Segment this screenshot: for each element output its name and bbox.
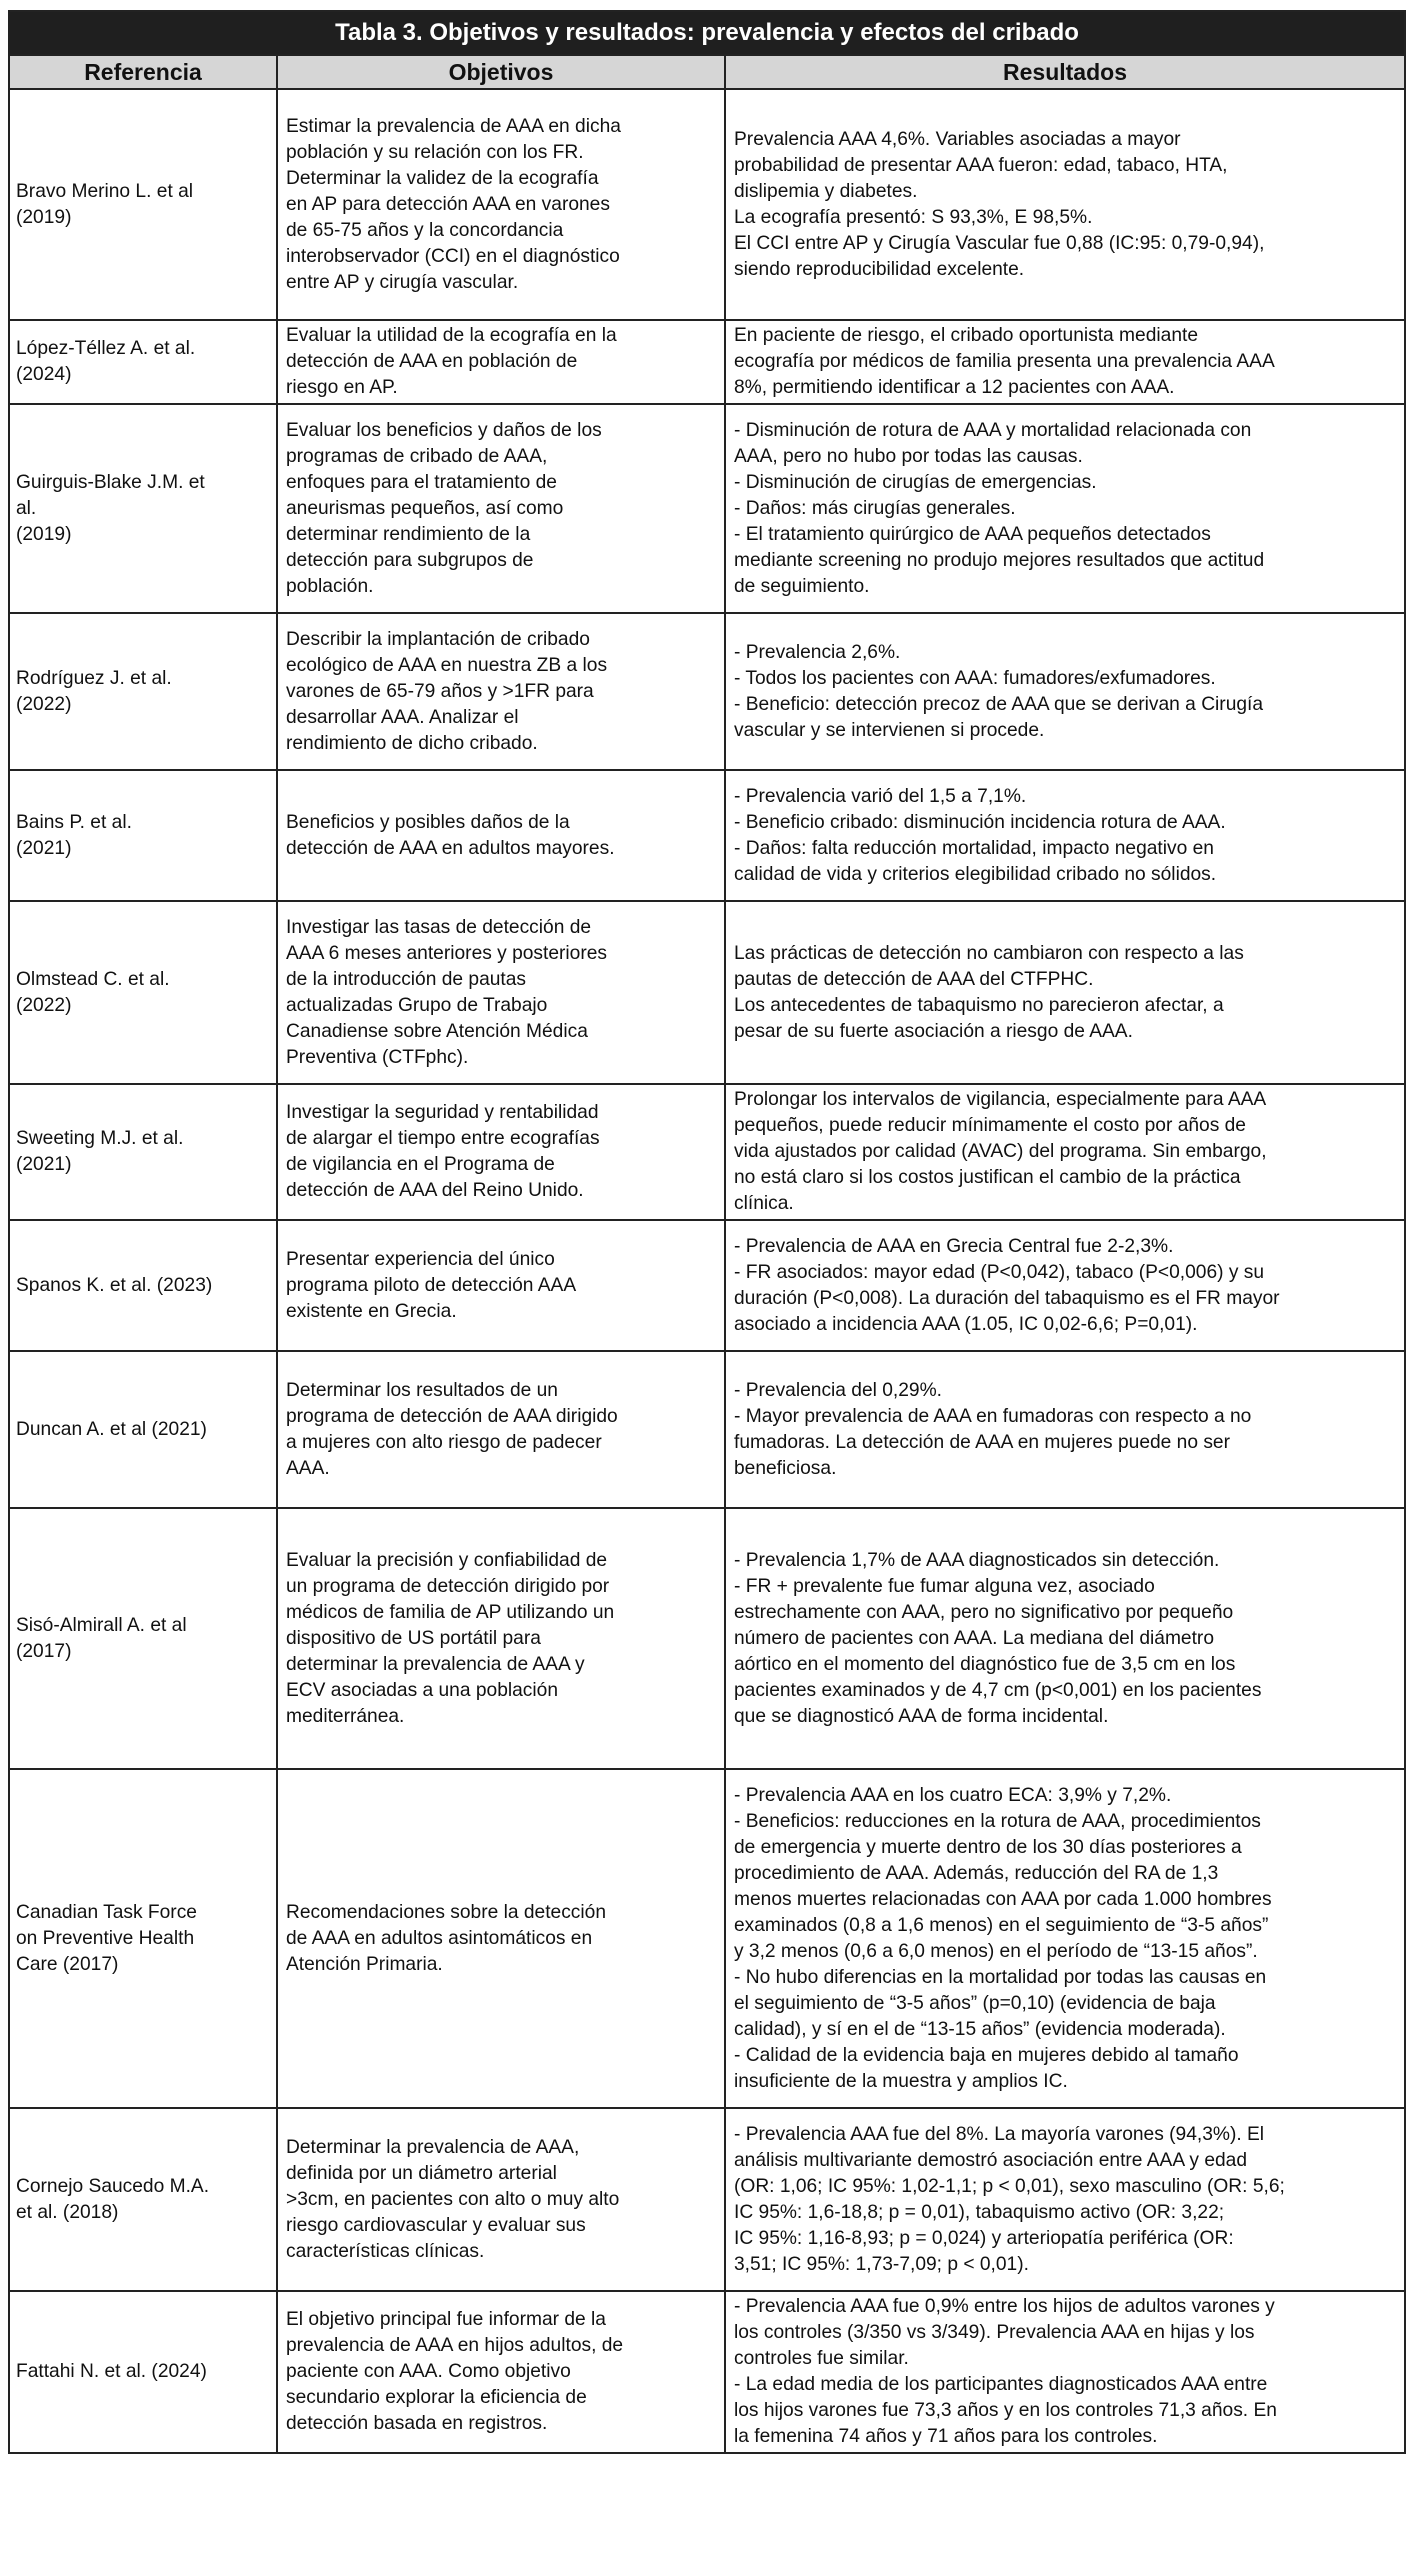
obj-line: población. <box>286 575 374 597</box>
res-line: 3,51; IC 95%: 1,73-7,09; p < 0,01). <box>734 2253 1029 2275</box>
ref-line: (2021) <box>16 837 72 859</box>
obj-line: existente en Grecia. <box>286 1300 457 1322</box>
table-row <box>9 901 1405 1084</box>
obj-line: Investigar la seguridad y rentabilidad <box>286 1102 599 1123</box>
ref-line: Fattahi N. et al. (2024) <box>16 2361 207 2382</box>
obj-line: AAA. <box>286 1457 330 1479</box>
obj-line: Beneficios y posibles daños de la <box>286 811 570 833</box>
res-line: que se diagnosticó AAA de forma incidental. <box>734 1705 1109 1727</box>
obj-line: detección de AAA en adultos mayores. <box>286 837 615 859</box>
res-line: - Prevalencia 2,6%. <box>734 641 901 663</box>
ref-line: et al. (2018) <box>16 2201 119 2223</box>
res-line: vida ajustados por calidad (AVAC) del programa. Sin embargo, <box>734 1141 1267 1162</box>
res-line: estrechamente con AAA, pero no significativo por pequeño <box>734 1601 1234 1623</box>
res-line: de emergencia y muerte dentro de los 30 días posteriores a <box>734 1836 1242 1858</box>
res-line: - Calidad de la evidencia baja en mujeres debido al tamaño <box>734 2044 1239 2066</box>
objective-cell <box>277 2108 725 2291</box>
ref-line: Duncan A. et al (2021) <box>16 1418 207 1440</box>
res-line: mediante screening no produjo mejores resultados que actitud <box>734 549 1265 571</box>
res-line: - FR asociados: mayor edad (P<0,042), tabaco (P<0,006) y su <box>734 1261 1265 1283</box>
obj-line: dispositivo de US portátil para <box>286 1627 541 1649</box>
title-row <box>9 11 1405 55</box>
result-cell <box>725 1351 1405 1508</box>
res-line: - Prevalencia 1,7% de AAA diagnosticados sin detección. <box>734 1549 1220 1571</box>
obj-line: determinar rendimiento de la <box>286 523 531 545</box>
res-line: - Prevalencia varió del 1,5 a 7,1%. <box>734 785 1027 807</box>
result-cell <box>725 901 1405 1084</box>
obj-line: Preventiva (CTFphc). <box>286 1046 469 1068</box>
res-line: los controles (3/350 vs 3/349). Prevalencia AAA en hijas y los <box>734 2322 1255 2343</box>
obj-line: Evaluar la utilidad de la ecografía en la <box>286 325 617 346</box>
result-cell <box>725 404 1405 613</box>
table-row <box>9 1769 1405 2108</box>
obj-line: Evaluar la precisión y confiabilidad de <box>286 1549 608 1571</box>
obj-line: programa piloto de detección AAA <box>286 1274 577 1296</box>
header-objetivos: Objetivos <box>277 55 725 89</box>
res-line: ecografía por médicos de familia presenta una prevalencia AAA <box>734 351 1275 372</box>
obj-line: detección basada en registros. <box>286 2413 548 2434</box>
table-body <box>9 89 1405 2453</box>
result-cell <box>725 2108 1405 2291</box>
obj-line: riesgo cardiovascular y evaluar sus <box>286 2214 586 2236</box>
obj-line: un programa de detección dirigido por <box>286 1575 610 1597</box>
objective-cell <box>277 1351 725 1508</box>
res-line: - La edad media de los participantes diagnosticados AAA entre <box>734 2374 1268 2395</box>
obj-line: >3cm, en pacientes con alto o muy alto <box>286 2188 620 2210</box>
obj-line: aneurismas pequeños, así como <box>286 497 564 519</box>
res-line: - Prevalencia AAA fue del 8%. La mayoría varones (94,3%). El <box>734 2123 1265 2145</box>
ref-line: (2024) <box>16 364 72 385</box>
obj-line: entre AP y cirugía vascular. <box>286 271 519 293</box>
table-row <box>9 1084 1405 1220</box>
obj-line: de 65-75 años y la concordancia <box>286 219 564 241</box>
reference-cell <box>9 89 277 320</box>
res-line: IC 95%: 1,6-18,8; p = 0,01), tabaquismo activo (OR: 3,22; <box>734 2201 1225 2223</box>
obj-line: Evaluar los beneficios y daños de los <box>286 419 602 441</box>
objective-cell <box>277 1220 725 1351</box>
obj-line: definida por un diámetro arterial <box>286 2162 557 2184</box>
res-line: La ecografía presentó: S 93,3%, E 98,5%. <box>734 206 1093 228</box>
reference-cell <box>9 901 277 1084</box>
res-line: - Beneficios: reducciones en la rotura de AAA, procedimientos <box>734 1810 1261 1832</box>
result-cell <box>725 1220 1405 1351</box>
table-row <box>9 320 1405 404</box>
obj-line: de vigilancia en el Programa de <box>286 1154 555 1175</box>
res-line: (OR: 1,06; IC 95%: 1,02-1,1; p < 0,01), sexo masculino (OR: 5,6; <box>734 2175 1285 2197</box>
table-row <box>9 770 1405 901</box>
res-line: duración (P<0,008). La duración del tabaquismo es el FR mayor <box>734 1287 1280 1309</box>
obj-line: características clínicas. <box>286 2240 485 2262</box>
ref-line: Bains P. et al. <box>16 811 132 833</box>
ref-line: on Preventive Health <box>16 1927 195 1949</box>
table-title: Tabla 3. Objetivos y resultados: prevalencia y efectos del cribado <box>9 11 1405 55</box>
res-line: siendo reproducibilidad excelente. <box>734 258 1025 280</box>
ref-line: Cornejo Saucedo M.A. <box>16 2175 210 2197</box>
obj-line: Presentar experiencia del único <box>286 1248 555 1270</box>
res-line: Prevalencia AAA 4,6%. Variables asociadas a mayor <box>734 128 1181 150</box>
obj-line: Determinar la validez de la ecografía <box>286 167 599 189</box>
obj-line: Recomendaciones sobre la detección <box>286 1901 606 1923</box>
ref-line: Olmstead C. et al. <box>16 968 170 990</box>
res-line: menos muertes relacionadas con AAA por cada 1.000 hombres <box>734 1888 1272 1910</box>
ref-line: (2017) <box>16 1640 72 1662</box>
ref-line: (2019) <box>16 523 72 545</box>
obj-line: programas de cribado de AAA, <box>286 445 548 467</box>
res-line: insuficiente de la muestra y amplios IC. <box>734 2070 1068 2092</box>
objective-cell <box>277 1508 725 1769</box>
res-line: de seguimiento. <box>734 575 870 597</box>
res-line: calidad de vida y criterios elegibilidad cribado no sólidos. <box>734 863 1217 885</box>
obj-line: paciente con AAA. Como objetivo <box>286 2361 571 2382</box>
res-line: clínica. <box>734 1193 794 1214</box>
res-line: - Mayor prevalencia de AAA en fumadoras con respecto a no <box>734 1405 1252 1427</box>
res-line: - FR + prevalente fue fumar alguna vez, asociado <box>734 1575 1155 1597</box>
result-cell <box>725 320 1405 404</box>
objective-cell <box>277 404 725 613</box>
objective-cell <box>277 770 725 901</box>
obj-line: población y su relación con los FR. <box>286 141 584 163</box>
obj-line: interobservador (CCI) en el diagnóstico <box>286 245 620 267</box>
obj-line: detección de AAA del Reino Unido. <box>286 1180 584 1201</box>
res-line: probabilidad de presentar AAA fueron: edad, tabaco, HTA, <box>734 154 1228 176</box>
res-line: aórtico en el momento del diagnóstico fue de 3,5 cm en los <box>734 1653 1236 1675</box>
obj-line: ecológico de AAA en nuestra ZB a los <box>286 654 608 676</box>
res-line: el seguimiento de “3-5 años” (p=0,10) (evidencia de baja <box>734 1992 1216 2014</box>
res-line: examinados (0,8 a 1,6 menos) en el seguimiento de “3-5 años” <box>734 1914 1269 1936</box>
obj-line: mediterránea. <box>286 1705 405 1727</box>
obj-line: secundario explorar la eficiencia de <box>286 2387 587 2408</box>
res-line: procedimiento de AAA. Además, reducción del RA de 1,3 <box>734 1862 1219 1884</box>
res-line: y 3,2 menos (0,6 a 6,0 menos) en el período de “13-15 años”. <box>734 1940 1258 1962</box>
obj-line: de la introducción de pautas <box>286 968 527 990</box>
objective-cell <box>277 613 725 770</box>
obj-line: riesgo en AP. <box>286 377 398 398</box>
objective-cell <box>277 320 725 404</box>
table-row <box>9 1508 1405 1769</box>
res-line: - No hubo diferencias en la mortalidad por todas las causas en <box>734 1966 1267 1988</box>
obj-line: Estimar la prevalencia de AAA en dicha <box>286 115 621 137</box>
table-row <box>9 1220 1405 1351</box>
obj-line: actualizadas Grupo de Trabajo <box>286 994 548 1016</box>
objective-cell <box>277 89 725 320</box>
obj-line: ECV asociadas a una población <box>286 1679 559 1701</box>
res-line: - Prevalencia de AAA en Grecia Central fue 2-2,3%. <box>734 1235 1174 1257</box>
res-line: dislipemia y diabetes. <box>734 180 918 202</box>
obj-line: Determinar la prevalencia de AAA, <box>286 2136 580 2158</box>
result-cell <box>725 2291 1405 2453</box>
res-line: pequeños, puede reducir mínimamente el costo por años de <box>734 1115 1246 1136</box>
results-table <box>8 10 1406 2454</box>
obj-line: desarrollar AAA. Analizar el <box>286 706 519 728</box>
ref-line: Guirguis-Blake J.M. et <box>16 471 205 493</box>
res-line: controles fue similar. <box>734 2348 909 2369</box>
res-line: Los antecedentes de tabaquismo no parecieron afectar, a <box>734 994 1224 1016</box>
res-line: - Beneficio: detección precoz de AAA que se derivan a Cirugía <box>734 693 1264 715</box>
result-cell <box>725 770 1405 901</box>
table-row <box>9 404 1405 613</box>
obj-line: Investigar las tasas de detección de <box>286 916 592 938</box>
table-row <box>9 1351 1405 1508</box>
res-line: - Daños: falta reducción mortalidad, impacto negativo en <box>734 837 1214 859</box>
res-line: En paciente de riesgo, el cribado oportunista mediante <box>734 325 1198 346</box>
res-line: pesar de su fuerte asociación a riesgo de AAA. <box>734 1020 1133 1042</box>
res-line: vascular y se intervienen si procede. <box>734 719 1045 741</box>
reference-cell <box>9 1769 277 2108</box>
res-line: AAA, pero no hubo por todas las causas. <box>734 445 1083 467</box>
res-line: El CCI entre AP y Cirugía Vascular fue 0,88 (IC:95: 0,79-0,94), <box>734 232 1265 254</box>
reference-cell <box>9 1220 277 1351</box>
result-cell <box>725 1084 1405 1220</box>
ref-line: López-Téllez A. et al. <box>16 338 196 359</box>
ref-line: (2022) <box>16 693 72 715</box>
res-line: pacientes examinados y de 4,7 cm (p<0,001) en los pacientes <box>734 1679 1262 1701</box>
res-line: calidad), y sí en el de “13-15 años” (evidencia moderada). <box>734 2018 1226 2040</box>
res-line: - El tratamiento quirúrgico de AAA pequeños detectados <box>734 523 1211 545</box>
obj-line: médicos de familia de AP utilizando un <box>286 1601 615 1623</box>
result-cell <box>725 1769 1405 2108</box>
res-line: la femenina 74 años y 71 años para los controles. <box>734 2426 1158 2447</box>
res-line: - Prevalencia del 0,29%. <box>734 1379 942 1401</box>
obj-line: Describir la implantación de cribado <box>286 628 590 650</box>
res-line: Las prácticas de detección no cambiaron con respecto a las <box>734 942 1244 964</box>
ref-line: Sisó-Almirall A. et al <box>16 1614 187 1636</box>
ref-line: Sweeting M.J. et al. <box>16 1128 184 1149</box>
res-line: - Disminución de rotura de AAA y mortalidad relacionada con <box>734 419 1252 441</box>
res-line: no está claro si los costos justifican el cambio de la práctica <box>734 1167 1241 1188</box>
reference-cell <box>9 1508 277 1769</box>
reference-cell <box>9 404 277 613</box>
ref-line: Bravo Merino L. et al <box>16 180 194 202</box>
res-line: fumadoras. La detección de AAA en mujeres puede no ser <box>734 1431 1230 1453</box>
ref-line: (2019) <box>16 206 72 228</box>
reference-cell <box>9 613 277 770</box>
objective-cell <box>277 2291 725 2453</box>
obj-line: enfoques para el tratamiento de <box>286 471 557 493</box>
res-line: IC 95%: 1,16-8,93; p = 0,024) y arteriopatía periférica (OR: <box>734 2227 1234 2249</box>
obj-line: varones de 65-79 años y >1FR para <box>286 680 594 702</box>
obj-line: Atención Primaria. <box>286 1953 443 1975</box>
obj-line: prevalencia de AAA en hijos adultos, de <box>286 2335 624 2356</box>
res-line: - Todos los pacientes con AAA: fumadores/exfumadores. <box>734 667 1216 689</box>
res-line: asociado a incidencia AAA (1.05, IC 0,02-6,6; P=0,01). <box>734 1313 1198 1335</box>
reference-cell <box>9 770 277 901</box>
res-line: - Disminución de cirugías de emergencias. <box>734 471 1097 493</box>
reference-cell <box>9 1351 277 1508</box>
header-referencia: Referencia <box>9 55 277 89</box>
obj-line: de AAA en adultos asintomáticos en <box>286 1927 593 1949</box>
reference-cell <box>9 320 277 404</box>
res-line: 8%, permitiendo identificar a 12 pacientes con AAA. <box>734 377 1175 398</box>
res-line: - Prevalencia AAA fue 0,9% entre los hijos de adultos varones y <box>734 2296 1275 2317</box>
reference-cell <box>9 2291 277 2453</box>
reference-cell <box>9 2108 277 2291</box>
obj-line: determinar la prevalencia de AAA y <box>286 1653 585 1675</box>
table-row <box>9 89 1405 320</box>
result-cell <box>725 1508 1405 1769</box>
ref-line: Care (2017) <box>16 1953 119 1975</box>
ref-line: Spanos K. et al. (2023) <box>16 1274 213 1296</box>
result-cell <box>725 613 1405 770</box>
result-cell <box>725 89 1405 320</box>
ref-line: (2021) <box>16 1154 72 1175</box>
table-row <box>9 2108 1405 2291</box>
obj-line: a mujeres con alto riesgo de padecer <box>286 1431 602 1453</box>
res-line: - Prevalencia AAA en los cuatro ECA: 3,9% y 7,2%. <box>734 1784 1172 1806</box>
header-resultados: Resultados <box>725 55 1405 89</box>
obj-line: rendimiento de dicho cribado. <box>286 732 538 754</box>
obj-line: detección para subgrupos de <box>286 549 534 571</box>
obj-line: Determinar los resultados de un <box>286 1379 558 1401</box>
objective-cell <box>277 901 725 1084</box>
ref-line: al. <box>16 497 37 519</box>
obj-line: Canadiense sobre Atención Médica <box>286 1020 588 1042</box>
obj-line: AAA 6 meses anteriores y posteriores <box>286 942 608 964</box>
res-line: número de pacientes con AAA. La mediana del diámetro <box>734 1627 1214 1649</box>
objective-cell <box>277 1084 725 1220</box>
header-row <box>9 55 1405 89</box>
ref-line: Canadian Task Force <box>16 1901 197 1923</box>
ref-line: Rodríguez J. et al. <box>16 667 172 689</box>
obj-line: detección de AAA en población de <box>286 351 578 372</box>
obj-line: de alargar el tiempo entre ecografías <box>286 1128 600 1149</box>
res-line: - Beneficio cribado: disminución incidencia rotura de AAA. <box>734 811 1226 833</box>
res-line: - Daños: más cirugías generales. <box>734 497 1016 519</box>
objective-cell <box>277 1769 725 2108</box>
res-line: análisis multivariante demostró asociación entre AAA y edad <box>734 2149 1248 2171</box>
res-line: Prolongar los intervalos de vigilancia, especialmente para AAA <box>734 1089 1267 1110</box>
table-row <box>9 613 1405 770</box>
res-line: los hijos varones fue 73,3 años y en los controles 71,3 años. En <box>734 2400 1277 2421</box>
table-row <box>9 2291 1405 2453</box>
reference-cell <box>9 1084 277 1220</box>
ref-line: (2022) <box>16 994 72 1016</box>
obj-line: El objetivo principal fue informar de la <box>286 2309 606 2330</box>
obj-line: programa de detección de AAA dirigido <box>286 1405 618 1427</box>
obj-line: en AP para detección AAA en varones <box>286 193 610 215</box>
res-line: pautas de detección de AAA del CTFPHC. <box>734 968 1094 990</box>
res-line: beneficiosa. <box>734 1457 837 1479</box>
